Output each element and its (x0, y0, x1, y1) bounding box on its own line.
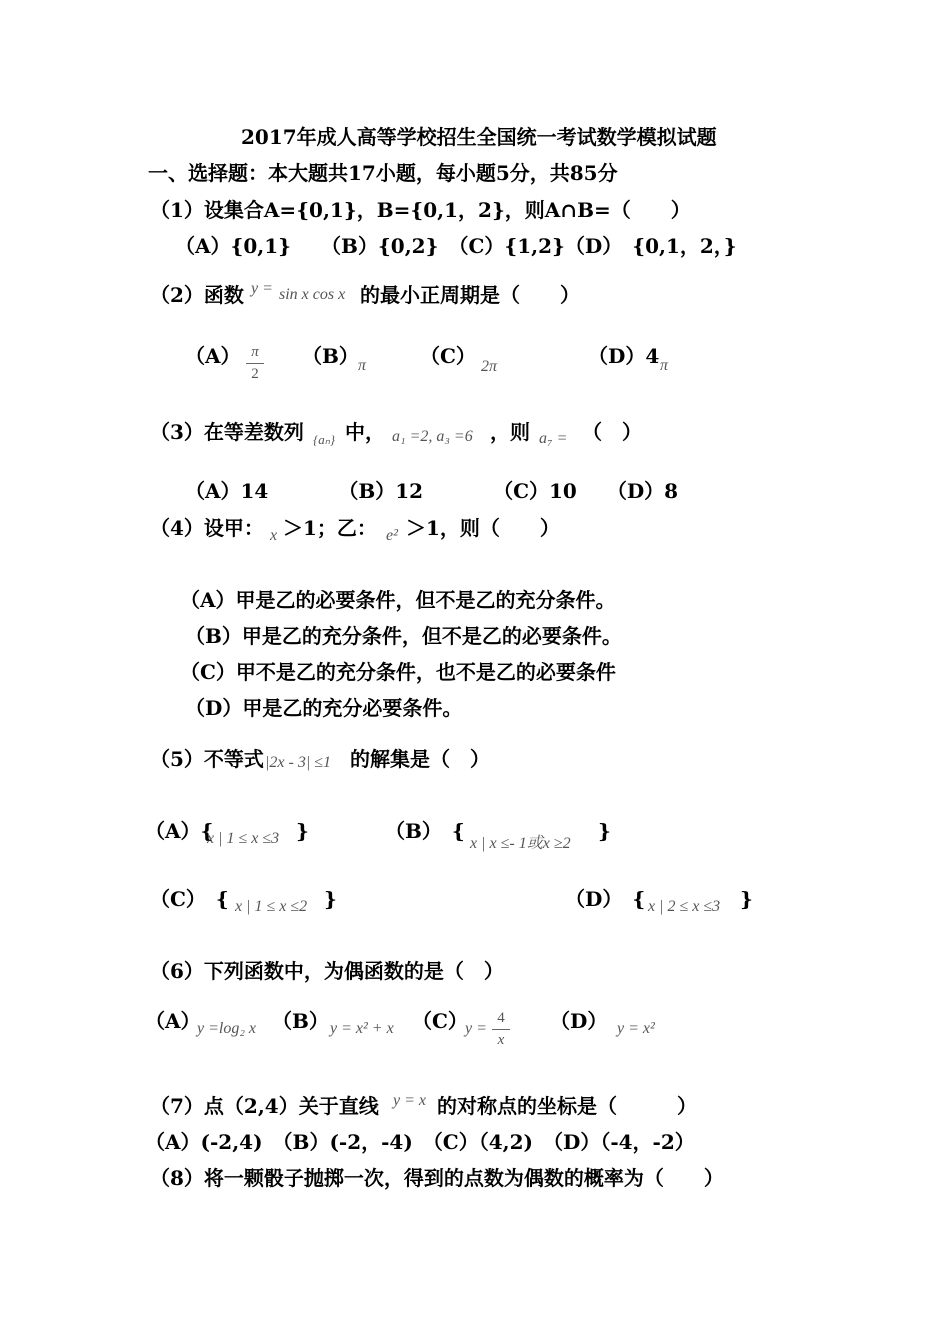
question-5-option-d-close: } (740, 887, 753, 911)
question-2-option-d-value: π (660, 357, 669, 374)
fraction-bar (492, 1029, 510, 1030)
question-3-middle: 中， (345, 420, 385, 444)
question-3-paren: （ ） (582, 420, 642, 444)
question-7-expression: y = x (393, 1092, 426, 1109)
question-5-option-b-label: （B） { (385, 819, 465, 843)
question-3-options: （A）14 （B）12 （C）10 （D）8 (185, 479, 679, 503)
question-7-prefix: （7）点（2,4）关于直线 (150, 1094, 379, 1118)
question-6-option-c-numerator: 4 (497, 1010, 505, 1026)
question-2-option-c-label: （C） (420, 344, 476, 368)
question-6-option-a-expr: y =log₂ x (197, 1020, 257, 1037)
question-7-suffix: 的对称点的坐标是（ ） (437, 1094, 697, 1118)
question-6-stem: （6）下列函数中，为偶函数的是（ ） (150, 959, 504, 983)
question-2-option-a-denominator: 2 (251, 366, 259, 382)
question-6-option-b-label: （B） (272, 1009, 329, 1033)
question-5-expression: |2x - 3| ≤1 (265, 754, 332, 771)
question-3-condition: a₁ =2, a₃ =6 (392, 428, 473, 445)
exam-title: 2017年成人高等学校招生全国统一考试数学模拟试题 (241, 125, 717, 149)
question-2-option-b-value: π (358, 357, 367, 374)
question-1-options: （A）{0,1} （B）{0,2} （C）{1,2}（D） {0,1，2，} (175, 234, 737, 258)
question-6-option-c-label: （C） (412, 1009, 468, 1033)
question-4-prefix: （4）设甲： (150, 516, 264, 540)
question-4-e-squared: e² (386, 527, 398, 544)
question-6-option-d-expr: y = x² (617, 1020, 655, 1037)
question-6-option-c-prefix: y = (465, 1020, 487, 1037)
question-6-option-a-label: （A） (145, 1009, 201, 1033)
question-5-option-a-label: （A）{ (145, 819, 214, 843)
question-2-option-d-label: （D）4 (588, 344, 660, 368)
question-5-option-b-set: x | x ≤- 1或x ≥2 (470, 835, 571, 852)
question-2-option-b-label: （B） (302, 344, 359, 368)
question-5-option-b-close: } (598, 819, 611, 843)
question-2-option-a-label: （A） (185, 344, 241, 368)
question-6-option-c-fraction (492, 1010, 510, 1049)
question-5-option-c-close: } (324, 887, 337, 911)
question-4-gt2: ＞1，则（ ） (406, 516, 560, 540)
question-3-target: a₇ = (539, 430, 568, 447)
question-5-option-c-set: x | 1 ≤ x ≤2 (235, 898, 308, 915)
question-2-option-a-fraction (246, 344, 264, 383)
question-1-stem: （1）设集合A={0,1}，B={0,1，2}，则A∩B=（ ） (150, 198, 691, 222)
question-6-option-b-expr: y = x² + x (330, 1020, 394, 1037)
question-2-prefix: （2）函数 (150, 283, 244, 307)
question-7-options: （A）(-2,4) （B）(-2，-4) （C）（4,2) （D）（-4，-2） (145, 1130, 695, 1154)
question-5-suffix: 的解集是（ ） (350, 747, 490, 771)
question-2-option-c-value: 2π (481, 358, 498, 375)
question-8-stem: （8）将一颗骰子抛掷一次，得到的点数为偶数的概率为（ ） (150, 1166, 724, 1190)
question-2-expression: sin x cos x (279, 286, 346, 303)
question-2-option-a-numerator: π (251, 344, 259, 360)
question-6-option-c-denominator: x (497, 1032, 505, 1048)
question-5-option-d-set: x | 2 ≤ x ≤3 (648, 898, 721, 915)
section-heading: 一、选择题：本大题共17小题，每小题5分，共85分 (148, 161, 618, 185)
fraction-bar (246, 363, 264, 364)
question-4-option-b: （B）甲是乙的充分条件，但不是乙的必要条件。 (185, 624, 622, 648)
question-5-option-a-close: } (296, 819, 309, 843)
question-4-option-c: （C）甲不是乙的充分条件，也不是乙的必要条件 (180, 660, 616, 684)
question-6-option-d-label: （D） (550, 1009, 608, 1033)
question-5-option-c-label: （C） { (150, 887, 229, 911)
question-4-option-a: （A）甲是乙的必要条件，但不是乙的充分条件。 (180, 588, 616, 612)
question-4-x: x (270, 527, 278, 544)
question-2-y: y = (251, 280, 273, 297)
question-4-option-d: （D）甲是乙的充分必要条件。 (185, 696, 463, 720)
question-3-then: ，则 (490, 420, 530, 444)
question-3-prefix: （3）在等差数列 (150, 420, 304, 444)
question-4-gt1: ＞1；乙： (283, 516, 377, 540)
question-3-sequence: {aₙ} (313, 432, 336, 447)
question-5-option-a-set: x | 1 ≤ x ≤3 (207, 830, 280, 847)
question-5-prefix: （5）不等式 (150, 747, 264, 771)
question-5-option-d-label: （D） { (565, 887, 646, 911)
question-2-suffix: 的最小正周期是（ ） (360, 283, 580, 307)
